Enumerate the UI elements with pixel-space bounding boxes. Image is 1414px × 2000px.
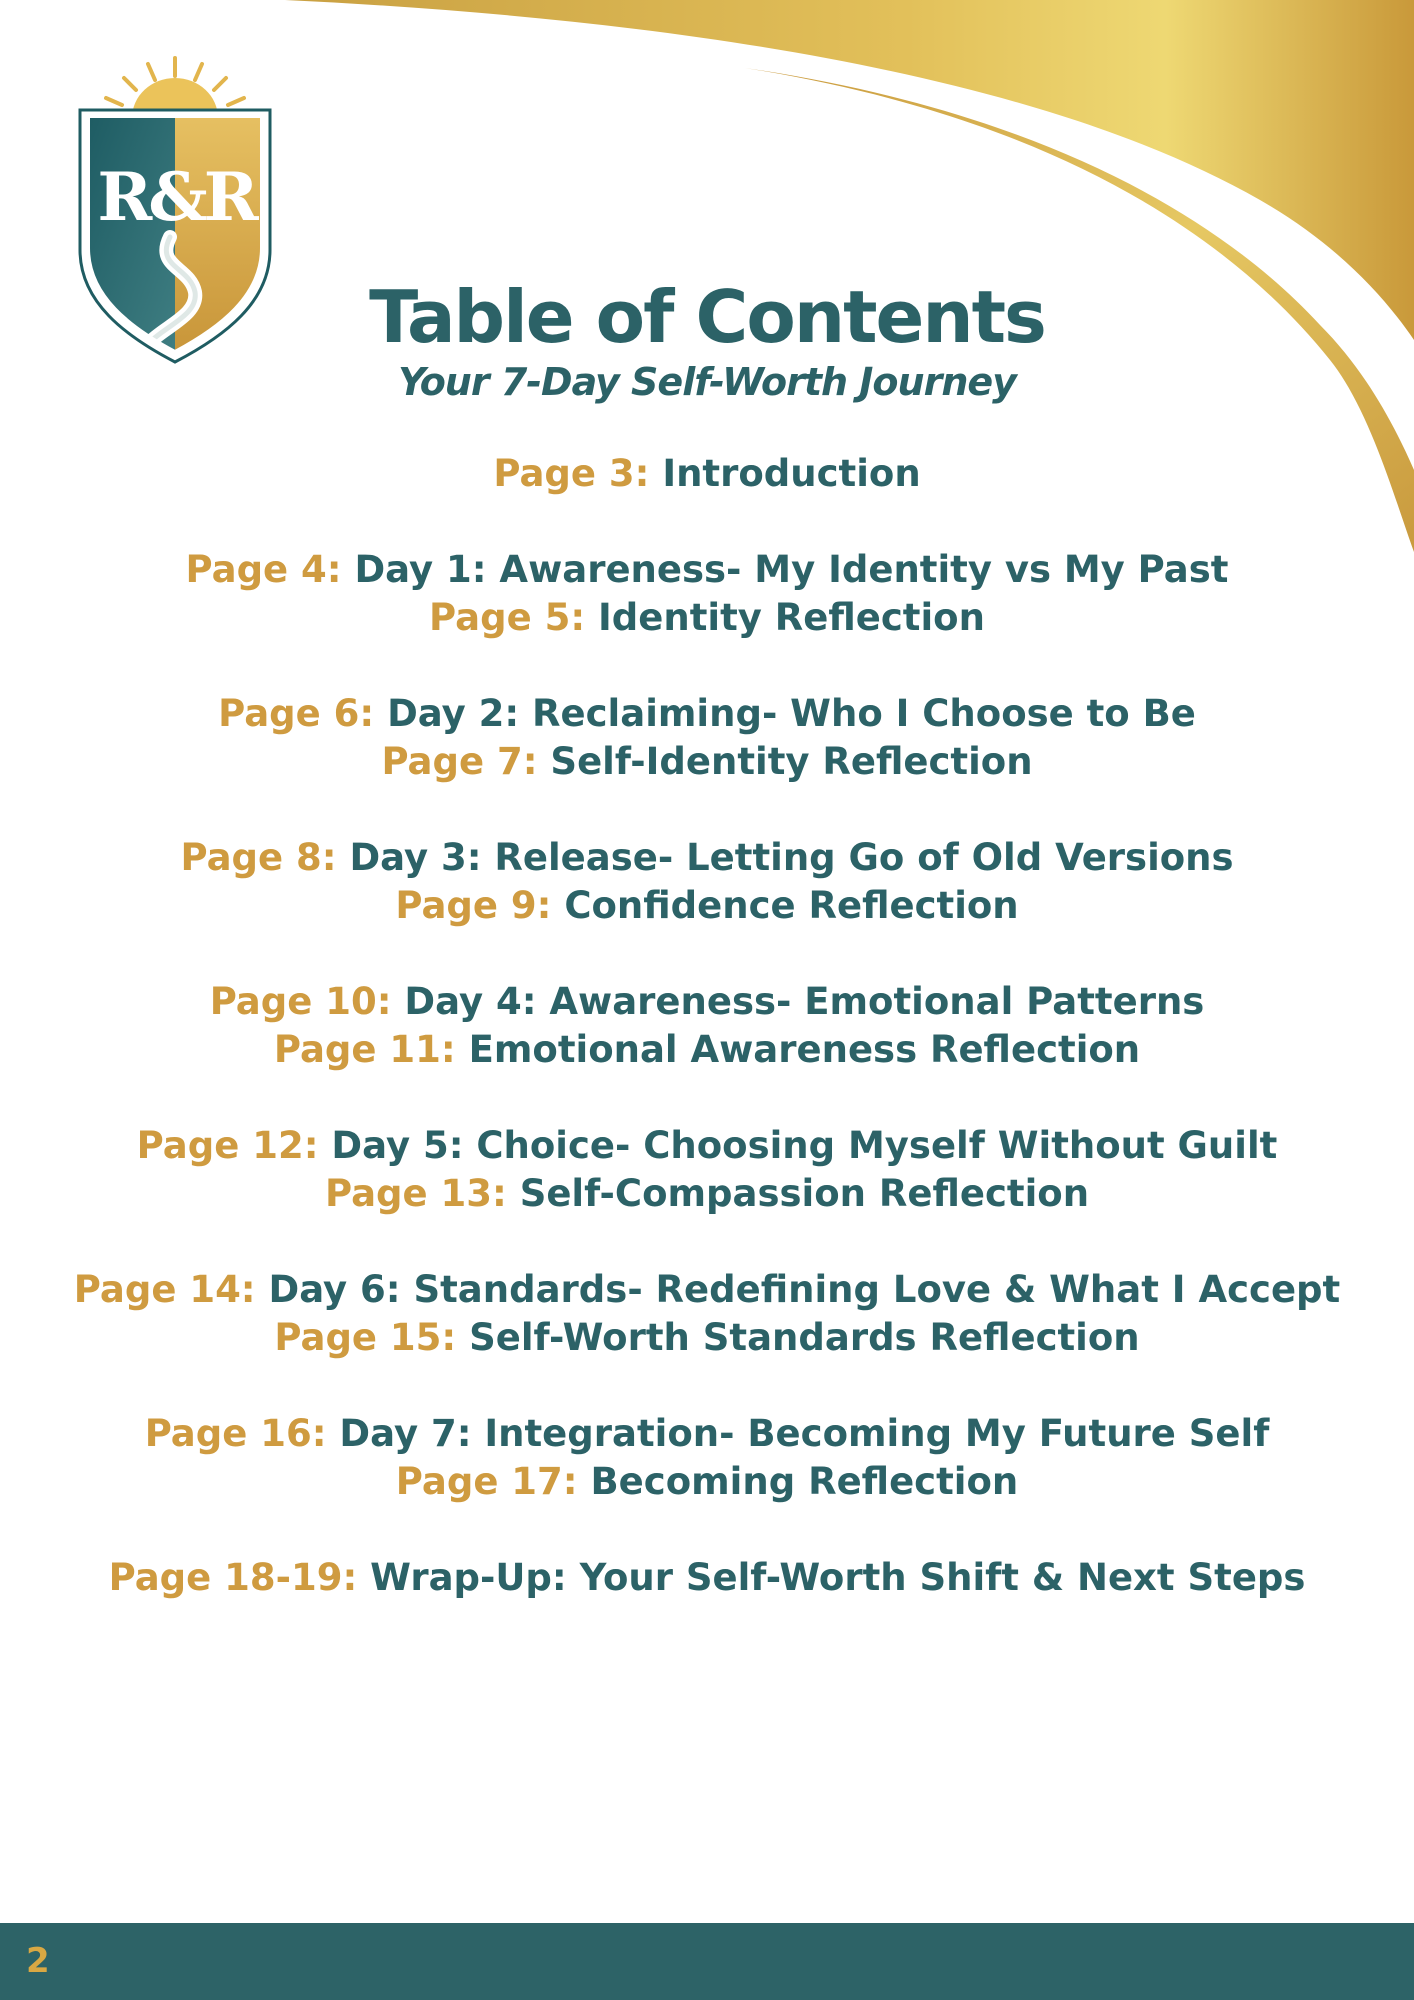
toc-entry bbox=[0, 1314, 1414, 1362]
toc-entry bbox=[0, 1026, 1414, 1074]
toc-entry-title: Confidence Reflection bbox=[564, 884, 1019, 927]
toc-page-number: Page 8: bbox=[180, 836, 337, 879]
toc-page-number: Page 4: bbox=[185, 548, 342, 591]
footer-bar bbox=[0, 1923, 1414, 2000]
toc-page-number: Page 5: bbox=[429, 596, 586, 639]
logo-text: R&R bbox=[97, 158, 255, 236]
toc-entry-title: Self-Identity Reflection bbox=[550, 740, 1033, 783]
toc-page-number: Page 16: bbox=[144, 1412, 327, 1455]
toc-entry bbox=[0, 1122, 1414, 1170]
title-block bbox=[0, 274, 1414, 404]
page-subtitle: Your 7-Day Self-Worth Journey bbox=[398, 360, 1016, 404]
toc-page-number: Page 9: bbox=[395, 884, 552, 927]
toc-entry-title: Day 2: Reclaiming- Who I Choose to Be bbox=[387, 692, 1196, 735]
toc-page-number: Page 18-19: bbox=[108, 1556, 358, 1599]
toc-entry-title: Day 1: Awareness- My Identity vs My Past bbox=[354, 548, 1229, 591]
toc-entry-title: Identity Reflection bbox=[598, 596, 985, 639]
toc-page-number: Page 6: bbox=[218, 692, 375, 735]
toc-entry bbox=[0, 834, 1414, 882]
toc-entry-title: Day 3: Release- Letting Go of Old Versions bbox=[349, 836, 1234, 879]
toc-page-number: Page 10: bbox=[209, 980, 392, 1023]
toc-entry bbox=[0, 1266, 1414, 1314]
toc-page-number: Page 3: bbox=[493, 452, 650, 495]
toc-page-number: Page 17: bbox=[395, 1460, 578, 1503]
table-of-contents bbox=[0, 450, 1414, 1650]
toc-group bbox=[0, 450, 1414, 498]
toc-group bbox=[0, 690, 1414, 786]
toc-entry-title: Becoming Reflection bbox=[590, 1460, 1019, 1503]
toc-group bbox=[0, 1266, 1414, 1362]
toc-entry-title: Self-Worth Standards Reflection bbox=[469, 1316, 1140, 1359]
toc-group bbox=[0, 1122, 1414, 1218]
toc-entry bbox=[0, 690, 1414, 738]
toc-entry bbox=[0, 1458, 1414, 1506]
toc-page-number: Page 11: bbox=[273, 1028, 456, 1071]
toc-page-number: Page 13: bbox=[324, 1172, 507, 1215]
toc-entry bbox=[0, 1410, 1414, 1458]
toc-page-number: Page 7: bbox=[381, 740, 538, 783]
toc-entry-title: Self-Compassion Reflection bbox=[519, 1172, 1090, 1215]
toc-entry bbox=[0, 738, 1414, 786]
toc-entry bbox=[0, 978, 1414, 1026]
toc-group bbox=[0, 1554, 1414, 1602]
toc-page-number: Page 15: bbox=[274, 1316, 457, 1359]
toc-entry-title: Wrap-Up: Your Self-Worth Shift & Next Steps bbox=[370, 1556, 1306, 1599]
toc-group bbox=[0, 834, 1414, 930]
toc-entry bbox=[0, 546, 1414, 594]
toc-group bbox=[0, 1410, 1414, 1506]
toc-entry bbox=[0, 882, 1414, 930]
toc-group bbox=[0, 978, 1414, 1074]
page-title: Table of Contents bbox=[369, 275, 1045, 359]
toc-entry-title: Emotional Awareness Reflection bbox=[468, 1028, 1141, 1071]
footer-page-number: 2 bbox=[26, 1941, 50, 1981]
toc-entry-title: Introduction bbox=[662, 452, 921, 495]
toc-entry bbox=[0, 594, 1414, 642]
toc-group bbox=[0, 546, 1414, 642]
toc-page-number: Page 12: bbox=[136, 1124, 319, 1167]
toc-entry bbox=[0, 450, 1414, 498]
toc-entry-title: Day 6: Standards- Redefining Love & What I Accept bbox=[268, 1268, 1341, 1311]
toc-entry bbox=[0, 1554, 1414, 1602]
toc-entry-title: Day 5: Choice- Choosing Myself Without Guilt bbox=[331, 1124, 1278, 1167]
toc-entry-title: Day 4: Awareness- Emotional Patterns bbox=[404, 980, 1205, 1023]
toc-page-number: Page 14: bbox=[73, 1268, 256, 1311]
toc-entry-title: Day 7: Integration- Becoming My Future Self bbox=[339, 1412, 1270, 1455]
toc-entry bbox=[0, 1170, 1414, 1218]
